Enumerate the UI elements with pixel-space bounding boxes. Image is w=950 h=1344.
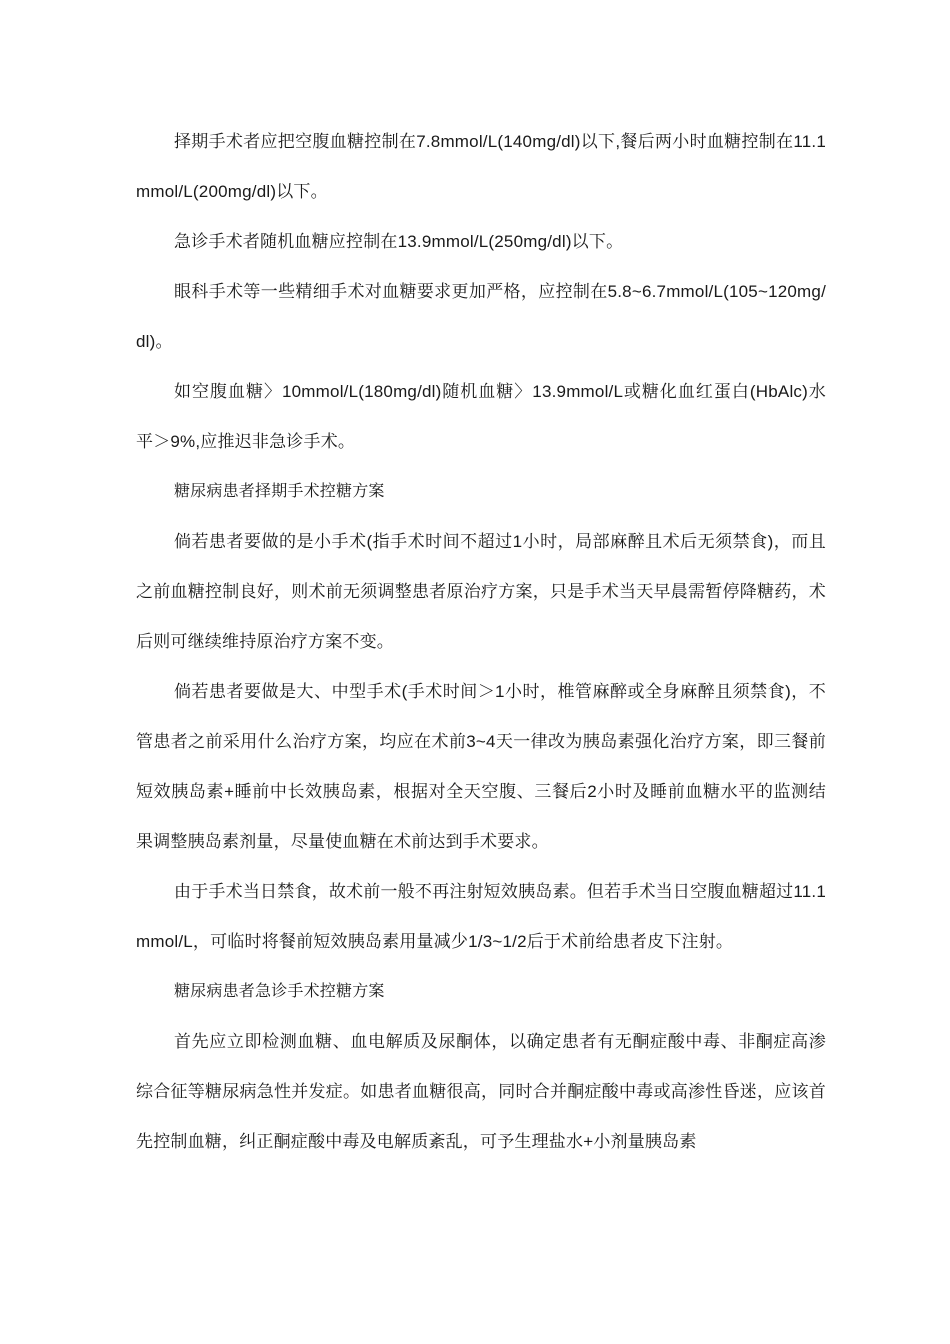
paragraph-minor-surgery: 倘若患者要做的是小手术(指手术时间不超过1小时，局部麻醉且术后无须禁食)，而且之前血糖控制良好，则术前无须调整患者原治疗方案，只是手术当天早晨需暂停降糖药，术后则可继续维持原治疗方案不变。 — [136, 532, 826, 651]
paragraph-postpone-criteria: 如空腹血糖〉10mmol/L(180mg/dl)随机血糖〉13.9mmol/L或糖化血红蛋白(HbAlc)水平＞9%,应推迟非急诊手术。 — [136, 382, 826, 451]
section-heading-emergency: 糖尿病患者急诊手术控糖方案 — [174, 983, 385, 1000]
paragraph-eye-surgery-target: 眼科手术等一些精细手术对血糖要求更加严格，应控制在5.8~6.7mmol/L(105~120mg/dl)。 — [136, 282, 826, 351]
section-heading-elective: 糖尿病患者择期手术控糖方案 — [174, 483, 385, 500]
paragraph-major-surgery: 倘若患者要做是大、中型手术(手术时间＞1小时，椎管麻醉或全身麻醉且须禁食)，不管患者之前采用什么治疗方案，均应在术前3~4天一律改为胰岛素强化治疗方案，即三餐前短效胰岛素+睡前中长效胰岛素，根据对全天空腹、三餐后2小时及睡前血糖水平的监测结果调整胰岛素剂量，尽量使血糖在术前达到手术要求。 — [136, 682, 826, 851]
paragraph-elective-targets: 择期手术者应把空腹血糖控制在7.8mmol/L(140mg/dl)以下,餐后两小时血糖控制在11.1mmol/L(200mg/dl)以下。 — [136, 132, 826, 201]
document-body — [136, 117, 826, 1167]
paragraph-emergency-protocol: 首先应立即检测血糖、血电解质及尿酮体，以确定患者有无酮症酸中毒、非酮症高渗综合征等糖尿病急性并发症。如患者血糖很高，同时合并酮症酸中毒或高渗性昏迷，应该首先控制血糖，纠正酮症酸中毒及电解质紊乱，可予生理盐水+小剂量胰岛素 — [136, 1032, 826, 1151]
paragraph-surgery-day-fasting: 由于手术当日禁食，故术前一般不再注射短效胰岛素。但若手术当日空腹血糖超过11.1mmol/L，可临时将餐前短效胰岛素用量减少1/3~1/2后于术前给患者皮下注射。 — [136, 882, 826, 951]
paragraph-emergency-target: 急诊手术者随机血糖应控制在13.9mmol/L(250mg/dl)以下。 — [174, 232, 624, 251]
